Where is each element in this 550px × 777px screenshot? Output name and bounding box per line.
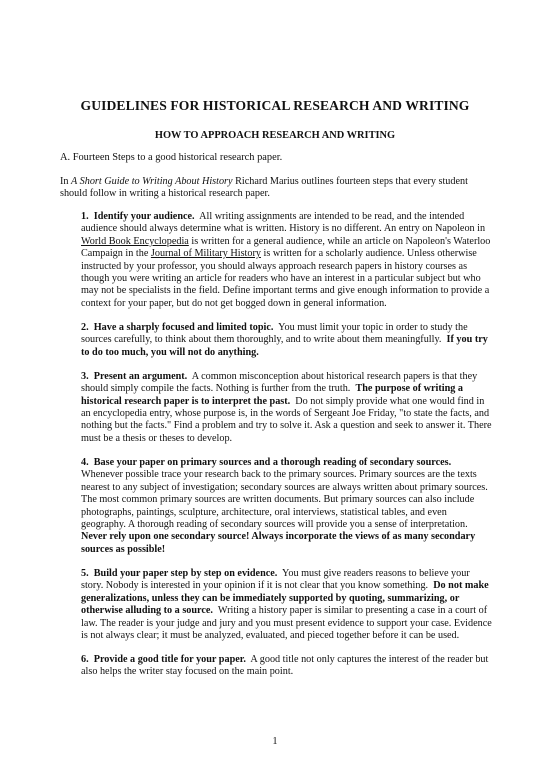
step-text: Whenever possible trace your research back to the primary sources. Primary sources are the texts nearest to any subject of investigation; secondary sources are always written about primary sources. The most common primary sources are written documents. But primary sources can also include photographs, paintings, sculpture, architecture, oral interviews, statistical tables, and even geography. A thorough reading of secondary sources will provide you a sense of interpretation. [81, 469, 488, 530]
step-5 [81, 568, 493, 642]
step-1 [81, 211, 493, 310]
step-number: 4. [81, 456, 89, 468]
step-number: 5. [81, 567, 89, 579]
step-number: 3. [81, 370, 89, 382]
step-text: is written for a general audience, while an article on Napoleon's Waterloo Campaign in the [81, 235, 491, 260]
page-title: GUIDELINES FOR HISTORICAL RESEARCH AND WRITING [80, 98, 470, 113]
steps-list [81, 211, 493, 691]
section-heading: A. Fourteen Steps to a good historical research paper. [60, 152, 283, 163]
reference-title: World Book Encyclopedia [81, 235, 189, 247]
step-emphasis: If you try to do too much, you will not do anything. [81, 334, 488, 358]
step-emphasis: The purpose of writing a historical research paper is to interpret the past. [81, 383, 463, 407]
step-text: A good title not only captures the interest of the reader but also helps the writer stay focused on the main point. [81, 654, 489, 678]
step-text: Writing a history paper is similar to presenting a case in a court of law. The reader is your judge and jury and you must present evidence to support your case. Evidence is not always clear; it must be analyzed, evaluated, and pieced together before it can be used. [81, 605, 492, 641]
step-text: You must limit your topic in order to study the sources carefully, to think about them thoroughly, and to write about them meaningfully. [81, 321, 468, 346]
intro-paragraph [60, 176, 492, 201]
page-subtitle: HOW TO APPROACH RESEARCH AND WRITING [154, 130, 396, 141]
step-text: is written for a scholarly audience. Unless otherwise instructed by your professor, you should always approach research papers in history courses as though you were writing an article for readers who have an interest in a particular subject but who may not be specialists in the field. Define important terms and give enough information to provide a context for your paper, but do not get bogged down in general information. [81, 248, 490, 309]
step-heading: Base your paper on primary sources and a thorough reading of secondary sources. [93, 456, 452, 468]
step-heading: Build your paper step by step on evidence. [93, 567, 278, 579]
step-heading: Identify your audience. [93, 211, 195, 222]
intro-rest: Richard Marius outlines fourteen steps that every student should follow in writing a historical research paper. [60, 176, 468, 200]
step-number: 2. [81, 321, 89, 333]
step-emphasis: Never rely upon one secondary source! Always incorporate the views of as many secondary sources as possible! [81, 531, 476, 555]
intro-prefix: In [60, 176, 72, 187]
step-4 [81, 457, 493, 556]
step-heading: Provide a good title for your paper. [93, 654, 246, 666]
step-heading: Have a sharply focused and limited topic. [93, 321, 274, 333]
step-text: Do not simply provide what one would find in an encyclopedia entry, whose purpose is, in the words of Sergeant Joe Friday, "to state the facts, and nothing but the facts." Find a problem and try to solve it. Ask a question and seek to answer it. There must be a thesis or theses to develop. [81, 395, 492, 444]
step-number: 6. [81, 654, 89, 666]
book-title: A Short Guide to Writing About History [71, 176, 233, 187]
step-text: You must give readers reasons to believe your story. Nobody is interested in your opinion if it is not clear that you know something. [81, 567, 470, 592]
step-text: All writing assignments are intended to be read, and the intended audience should always determine what is written. History is no different. An entry on Napoleon in [81, 211, 486, 235]
step-heading: Present an argument. [93, 370, 188, 382]
step-text: A common misconception about historical research papers is that they should simply compile the facts. Nothing is further from the truth. [81, 370, 478, 395]
step-emphasis: Do not make generalizations, unless they can be immediately supported by quoting, summarizing, or otherwise alluding to a source. [81, 580, 489, 617]
step-2 [81, 322, 493, 359]
page-number: 1 [272, 736, 278, 747]
reference-title: Journal of Military History [150, 248, 261, 260]
step-6 [81, 654, 493, 679]
step-3 [81, 371, 493, 445]
step-number: 1. [81, 211, 89, 222]
